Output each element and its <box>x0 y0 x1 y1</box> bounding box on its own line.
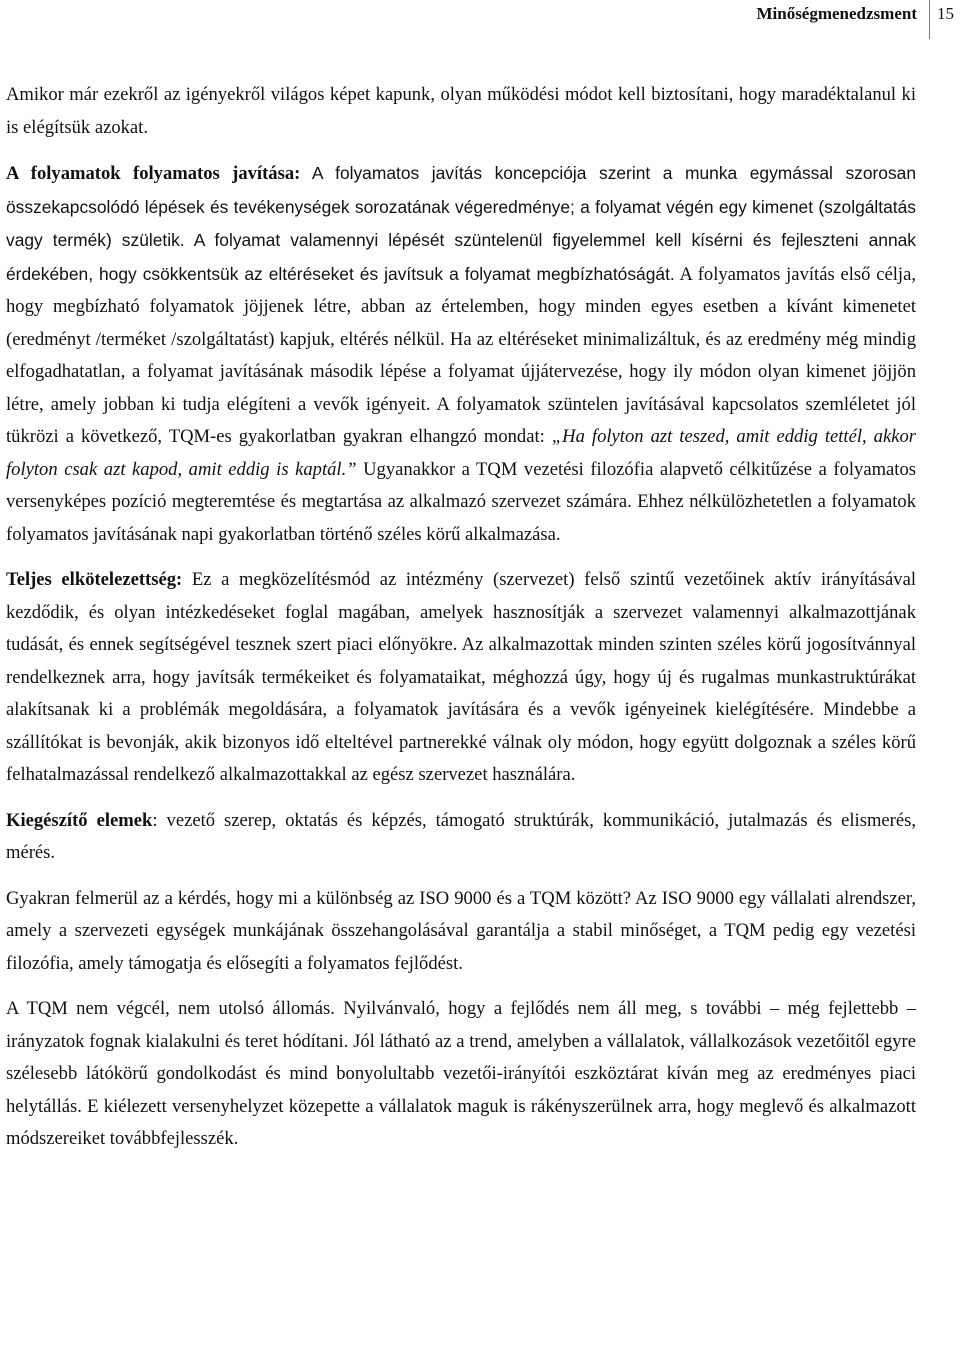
quote: „Ha folyton azt teszed, amit eddig tettél, akkor folyton csak azt kapod, amit eddig is kaptál.” <box>6 426 916 480</box>
paragraph-total-commitment <box>6 564 916 792</box>
paragraph-tqm-future: A TQM nem végcél, nem utolsó állomás. Nyilvánvaló, hogy a fejlődés nem áll meg, s további – még fejlettebb – irányzatok fognak kialakulni és teret hódítani. Jól látható az a trend, amelyben a vállalatok, vállalkozások vezetőitől egyre szélesebb látókörű gondolkodást és mind bonyolultabb vezetői-irányítói eszköztárat kíván meg az eredményes piaci helytállás. E kiélezett versenyhelyzet közepette a vállalatok maguk is rákényszerülnek arra, hogy meglevő és alkalmazott módszereiket továbbfejlesszék. <box>6 998 916 1149</box>
document-body <box>6 79 916 1156</box>
term-total-commitment: Teljes elkötelezettség: <box>6 569 183 590</box>
header-divider <box>929 0 930 39</box>
paragraph-intro: Amikor már ezekről az igényekről világos képet kapunk, olyan működési módot kell biztosítani, hogy maradéktalanul ki is elégítsük azokat. <box>6 84 916 138</box>
paragraph-text: Ez a megközelítésmód az intézmény (szervezet) felső szintű vezetőinek aktív irányításával kezdődik, és olyan intézkedéseket foglal magában, amelyek hasznosítják a szervezet valamennyi alkalmazottjának tudását, és ennek segítségével tesznek szert piaci előnyökre. Az alkalmazottak minden szinten széles körű jogosítvánnyal rendelkeznek arra, hogy javítsák termékeiket és folyamataikat, méghozzá úgy, hogy új és rugalmas munkastruktúrákat alakítsanak ki a problémák megoldására, a folyamatok javítására és a vevők igényeinek kielégítésére. Mindebbe a szállítókat is bevonják, akik bizonyos idő elteltével partnerekké válnak oly módon, hogy együtt dolgoznak a széles körű felhatalmazással rendelkező alkalmazottakkal az egész szervezet használára. <box>6 569 916 785</box>
paragraph-continuous-improvement <box>6 157 916 551</box>
paragraph-iso-vs-tqm: Gyakran felmerül az a kérdés, hogy mi a különbség az ISO 9000 és a TQM között? Az ISO 9000 egy vállalati alrendszer, amely a szervezeti egységek munkájának összehangolásával garantálja a stabil minőséget, a TQM pedig egy vezetési filozófia, amely támogatja és elősegíti a folyamatos fejlődést. <box>6 887 916 974</box>
paragraph-text: Ugyanakkor a TQM vezetési filozófia alapvető célkitűzése a folyamatos versenyképes pozíció megteremtése és megtartása az alkalmazó szervezet számára. Ehhez nélkülözhetetlen a folyamatok folyamatos javításának napi gyakorlatban történő széles körű alkalmazása. <box>6 458 916 545</box>
paragraph-complementary-elements <box>6 805 916 870</box>
paragraph-text: : vezető szerep, oktatás és képzés, támogató struktúrák, kommunikáció, jutalmazás és elismerés, mérés. <box>6 809 916 863</box>
term-continuous-improvement: A folyamatok folyamatos javítása: <box>6 163 301 184</box>
page-header <box>0 0 960 34</box>
page-number: 15 <box>937 4 954 23</box>
paragraph-text: A folyamatos javítás koncepciója szerint a munka egymással szorosan összekapcsolódó lépések és tevékenységek sorozatának végeredménye; a folyamat végén egy kimenet (szolgáltatás vagy termék) születik. A folyamat valamennyi lépését szüntelenül figyelemmel kell kísérni és fejleszteni annak érdekében, hogy csökkentsük az eltéréseket és javítsuk a folyamat megbízhatóságát. <box>6 163 917 284</box>
paragraph-text: A folyamatos javítás első célja, hogy megbízható folyamatok jöjjenek létre, abban az értelemben, hogy minden egyes esetben a kívánt kimenetet (eredményt /terméket /szolgáltatást) kapjuk, eltérés nélkül. Ha az eltéréseket minimalizáltuk, és az eredmény még mindig elfogadhatatlan, a folyamat javításának második lépése a folyamat újjátervezése, hogy ily módon olyan kimenet jöjjön létre, amely jobban ki tudja elégíteni a vevők igényeit. A folyamatok szüntelen javításával kapcsolatos szemléletet jól tükrözi a következő, TQM-es gyakorlatban gyakran elhangzó mondat: <box>6 263 916 447</box>
header-title: Minőségmenedzsment <box>756 4 917 23</box>
term-complementary-elements: Kiegészítő elemek <box>6 809 153 831</box>
